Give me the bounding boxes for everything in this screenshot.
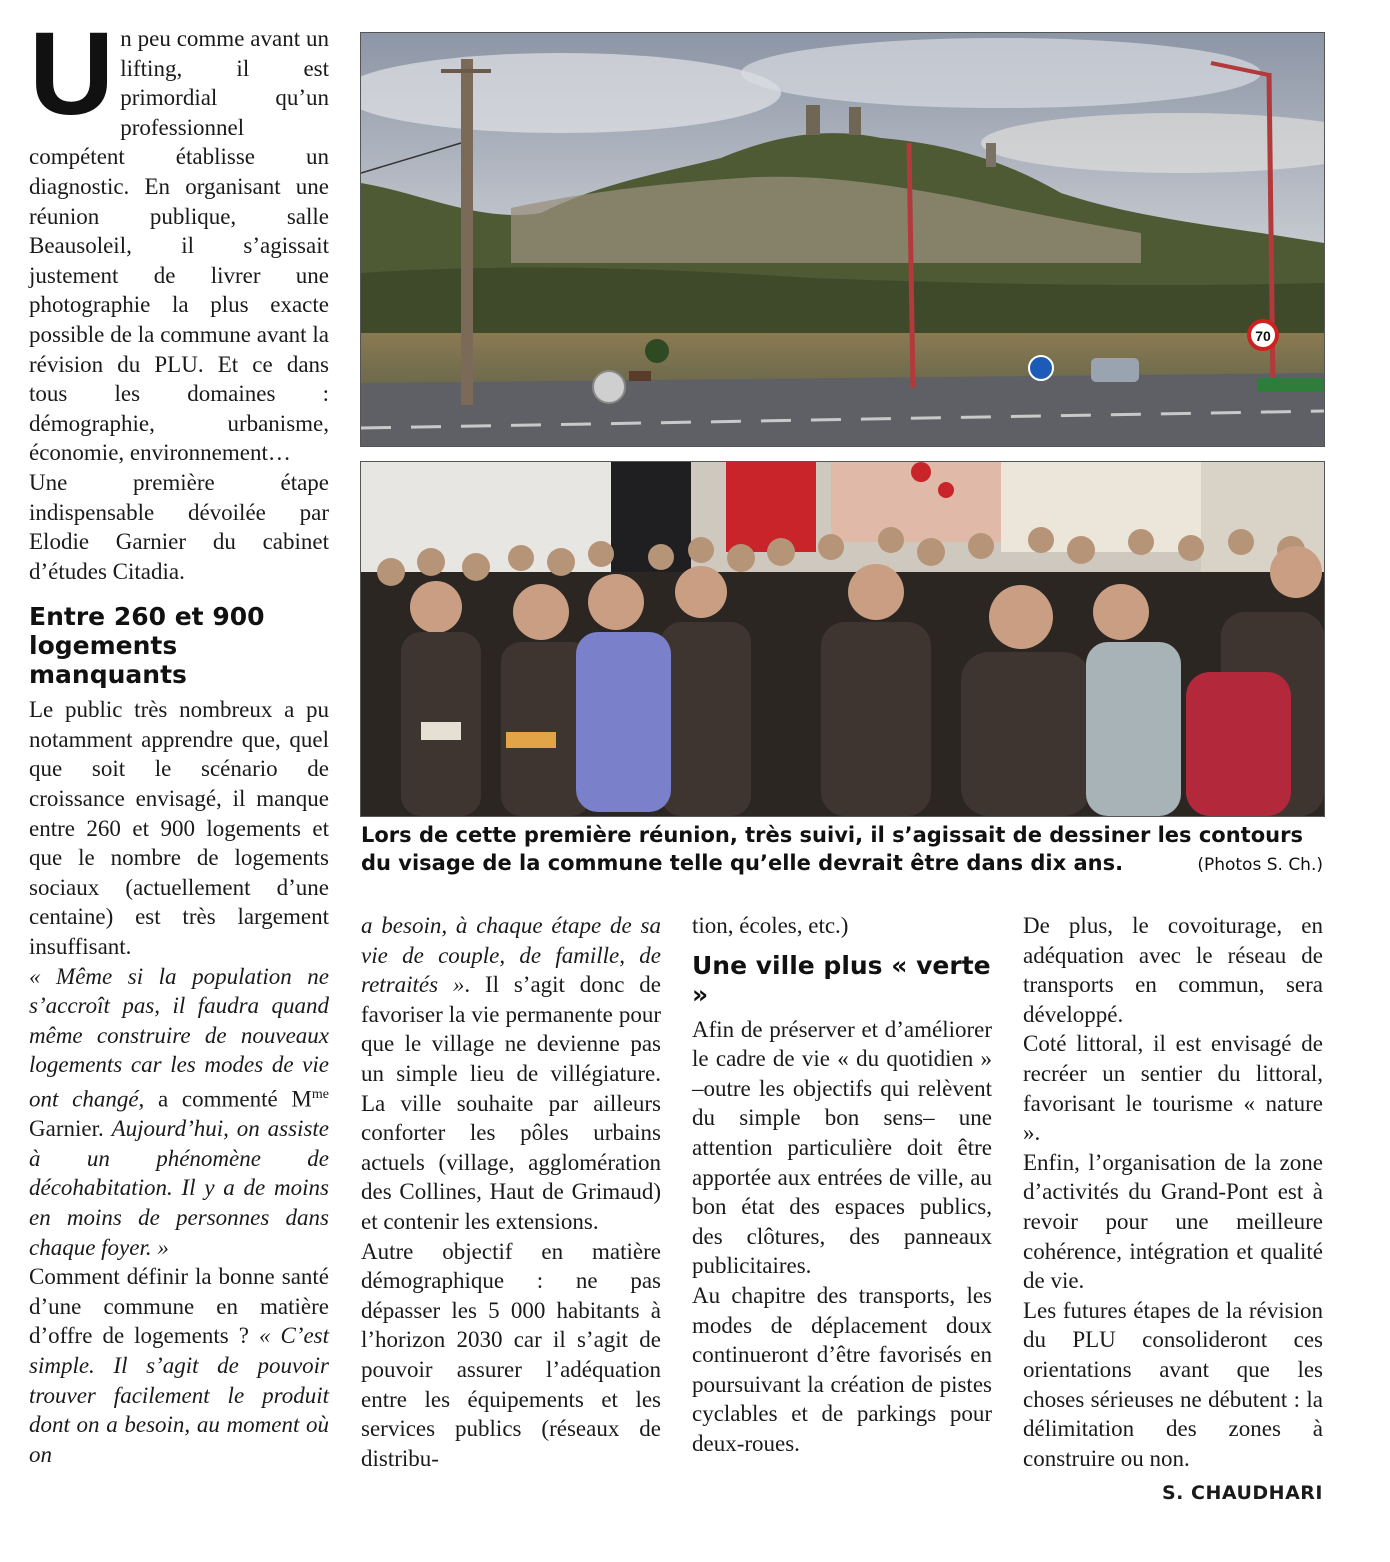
mme-superscript: me — [311, 1087, 329, 1102]
attribution-text: , a commenté M — [138, 1086, 312, 1112]
paragraph-citadia: Une première étape indispensable dévoilée par Elodie Garnier du cabinet d’études Citadia. — [29, 469, 329, 584]
article-column-4 — [1023, 911, 1323, 1509]
article-column-2 — [361, 911, 661, 1473]
paragraph-public: Le public très nombreux a pu notamment apprendre que, quel que soit le scénario de croissance envisagé, il manque entre 260 et 900 logements et que le nombre de logements sociaux (actuellement d’une centaine) est très largement insuffisant. — [29, 697, 329, 960]
quote-population: « Même si la population ne s’accroît pas, il faudra quand même construire de nouveaux logements car les modes de vie ont changé — [29, 963, 329, 1112]
attribution-name: Garnier. — [29, 1116, 112, 1142]
sante-question: Comment définir la bonne santé d’une commune en matière d’offre de logements ? — [29, 1264, 329, 1349]
photo-caption — [361, 821, 1323, 879]
meeting-audience-image — [361, 462, 1324, 816]
paragraph-transports: Au chapitre des transports, les modes de déplacement doux continueront d’être favorisés en poursuivant la création de pistes cyclables et de parkings pour deux-roues. — [692, 1282, 992, 1456]
photo-credit: (Photos S. Ch.) — [1197, 855, 1323, 875]
village-landscape-image — [361, 33, 1324, 446]
paragraph-covoiturage: De plus, le covoiturage, en adéquation avec le réseau de transports en commun, sera développé. — [1023, 913, 1323, 1027]
paragraph-sante — [29, 1262, 329, 1469]
paragraph-grand-pont: Enfin, l’organisation de la zone d’activités du Grand-Pont est à revoir pour une meilleure cohérence, intégration et qualité de vie. — [1023, 1149, 1323, 1294]
paragraph-futures-etapes: Les futures étapes de la révision du PLU consolideront ces orientations avant que les choses sérieuses ne débutent : la délimitation des zones à construire ou non. — [1023, 1297, 1323, 1471]
subheading-ville-verte: Une ville plus « verte » — [692, 950, 991, 1009]
article-column-3 — [692, 911, 992, 1459]
photo-public-meeting — [360, 461, 1325, 817]
paragraph-quote-garnier — [29, 962, 329, 1263]
quote-decohabitation: Aujourd’hui, on assiste à un phénomène de décohabitation. Il y a de moins en moins de personnes dans chaque foyer. » — [29, 1116, 329, 1260]
quote-simple: « C’est simple. Il s’agit de pouvoir trouver facilement le produit dont on a besoin, au moment où on — [29, 1323, 329, 1467]
quote-retraites: a besoin, à chaque étape de sa vie de couple, de famille, de retraités » — [361, 913, 661, 998]
subheading-logements: Entre 260 et 900 logements manquants — [29, 602, 265, 690]
article-column-1 — [29, 8, 329, 1469]
vie-permanente-text: . Il s’agit donc de favoriser la vie permanente pour que le village ne devienne pas un simple lieu de villégiature. La ville souhaite par ailleurs conforter les pôles urbains actuels (village, agglomération des Collines, Haut de Grimaud) et contenir les extensions. — [361, 972, 661, 1234]
drop-cap: U — [29, 8, 115, 140]
photo-village-hill — [360, 32, 1325, 447]
paragraph-cadre-de-vie: Afin de préserver et d’améliorer le cadre de vie « du quotidien » –outre les objectifs qui relèvent du simple bon sens– une attention particulière doit être apportée aux entrées de ville, au bon état des espaces publics, des clôtures, des panneaux publicitaires. — [692, 1016, 992, 1279]
paragraph-besoin — [361, 911, 661, 1237]
author-signature: S. CHAUDHARI — [1162, 1482, 1323, 1505]
intro-text: n peu comme avant un lifting, il est primordial qu’un professionnel compétent établisse un diagnostic. En organisant une réunion publique, salle Beausoleil, il s’agissait justement de livrer une photographie la plus exacte possible de la commune avant la révision du PLU. Et ce dans tous les domaines : démographie, urbanisme, économie, environnement… — [29, 26, 329, 466]
paragraph-demographie: Autre objectif en matière démographique : ne pas dépasser les 5 000 habitants à l’horizon 2030 car il s’agit de pouvoir assurer l’adéquation entre les équipements et les services publics (réseaux de distribu- — [361, 1238, 661, 1471]
paragraph-demographie-end: tion, écoles, etc.) — [692, 913, 849, 938]
caption-text: Lors de cette première réunion, très suivi, il s’agissait de dessiner les contours du visage de la commune telle qu’elle devrait être dans dix ans. — [361, 823, 1303, 875]
paragraph-littoral: Coté littoral, il est envisagé de recréer un sentier du littoral, favorisant le tourisme « nature ». — [1023, 1031, 1323, 1146]
speed-limit-sign-text: 70 — [1255, 328, 1271, 344]
intro-paragraph — [29, 8, 329, 468]
